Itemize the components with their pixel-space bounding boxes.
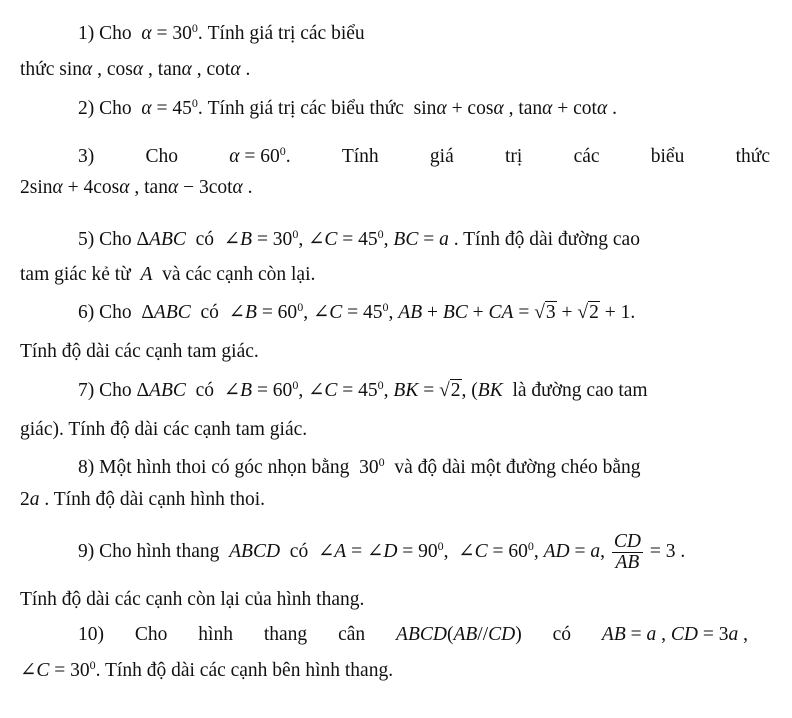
problem-number: 10)	[78, 624, 104, 645]
problem-8	[78, 456, 641, 480]
problem-10-line-2: ∠C = $30^0$. Tính độ dài các cạnh bên hình thang.	[20, 658, 394, 681]
problem-3: 3) Cho $\alpha = 60^0$. Tính giá trị các biểu thức	[78, 144, 770, 167]
problem-10: 10) Cho hình thang cân ABCD(AB//CD) có AB = a , CD = 3a ,	[78, 624, 748, 645]
problem-text: Cho $\alpha = 45^0$. Tính giá trị các biểu thức sinα + cosα , tanα + cotα .	[99, 96, 617, 119]
problem-number: 7)	[78, 380, 95, 401]
problem-9-line-2: Tính độ dài các cạnh còn lại của hình thang.	[20, 589, 365, 610]
problem-6	[78, 301, 635, 325]
problem-number: 5)	[78, 229, 95, 250]
problem-number: 2)	[78, 98, 95, 119]
problem-5-line-2: tam giác kẻ từ A và các cạnh còn lại.	[20, 264, 316, 285]
problem-number: 1)	[78, 23, 95, 44]
problem-3-line-2: 2sinα + 4cosα , tanα − 3cotα .	[20, 177, 253, 198]
problem-text: Cho ΔABC có ∠B = $30^0$, ∠C = $45^0$, BC = a . Tính độ dài đường cao	[99, 227, 640, 250]
problem-number: 9)	[78, 541, 95, 562]
problem-number: 8)	[78, 457, 95, 478]
problem-9	[78, 530, 685, 574]
problem-1-line-2: thức sinα , cosα , tanα , cotα .	[20, 59, 251, 80]
problem-7	[78, 379, 648, 403]
problem-text: Cho ΔABC có ∠B = $60^0$, ∠C = $45^0$, BK = √2, (BK là đường cao tam	[99, 378, 648, 401]
problem-number: 6)	[78, 302, 95, 323]
problem-6-line-2: Tính độ dài các cạnh tam giác.	[20, 341, 259, 362]
problem-8-line-2: 2a . Tính độ dài cạnh hình thoi.	[20, 489, 265, 510]
problem-2	[78, 97, 617, 121]
problem-text: Cho hình thang ABCD có ∠A = ∠D = $90^0$, ∠C = $60^0$, AD = a, $\frac{CD}{AB}$ = 3 .	[99, 531, 686, 574]
problem-5	[78, 228, 640, 252]
problem-text: Một hình thoi có góc nhọn bằng $30^0$ và độ dài một đường chéo bằng	[99, 455, 641, 478]
problem-text: Cho ΔABC có ∠B = $60^0$, ∠C = $45^0$, AB + BC + CA = √3 + √2 + 1.	[99, 300, 636, 323]
problem-7-line-2: giác). Tính độ dài các cạnh tam giác.	[20, 419, 308, 440]
problem-1	[78, 22, 365, 46]
problem-number: 3)	[78, 146, 95, 167]
fraction-cd-ab: $\frac{CD}{AB}$	[613, 531, 641, 574]
problem-text: Cho $\alpha = 30^0$. Tính giá trị các biểu	[99, 21, 365, 44]
